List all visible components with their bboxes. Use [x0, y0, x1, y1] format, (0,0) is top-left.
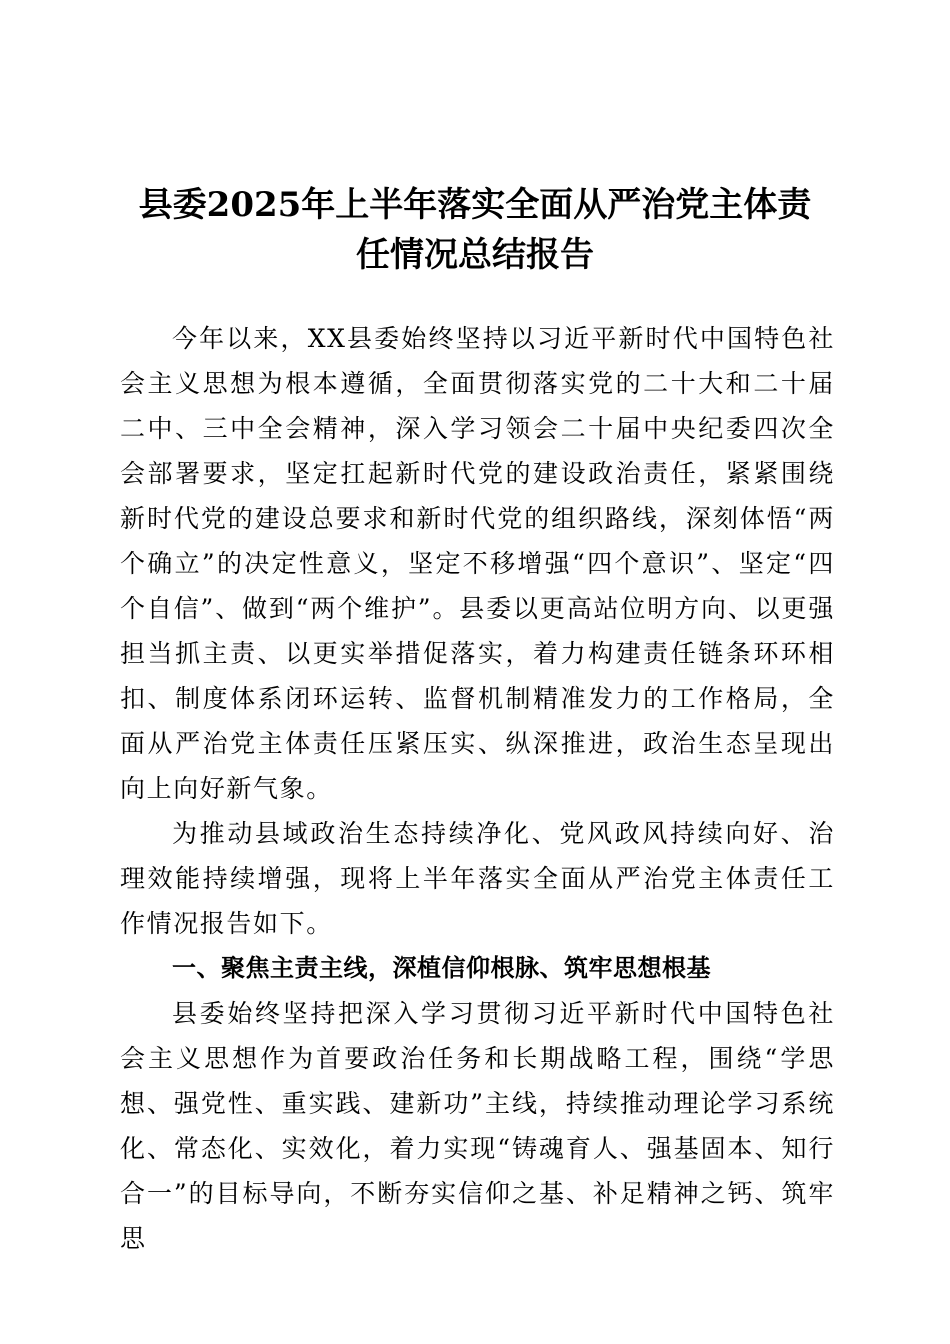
document-body [120, 316, 835, 1261]
title-line-1: 县委2025年上半年落实全面从严治党主体责 [138, 185, 812, 225]
section-1-heading: 一、聚焦主责主线，深植信仰根脉、筑牢思想根基 [172, 954, 711, 982]
section-1-paragraph: 县委始终坚持把深入学习贯彻习近平新时代中国特色社会主义思想作为首要政治任务和长期战略工程，围绕“学思想、强党性、重实践、建新功”主线，持续推动理论学习系统化、常态化、实效化，着力实现“铸魂育人、强基固本、知行合一”的目标导向，不断夯实信仰之基、补足精神之钙、筑牢思 [120, 999, 835, 1253]
intro-paragraph: 今年以来，XX县委始终坚持以习近平新时代中国特色社会主义思想为根本遵循，全面贯彻落实党的二十大和二十届二中、三中全会精神，深入学习领会二十届中央纪委四次全会部署要求，坚定扛起新时代党的建设政治责任，紧紧围绕新时代党的建设总要求和新时代党的组织路线，深刻体悟“两个确立”的决定性意义，坚定不移增强“四个意识”、坚定“四个自信”、做到“两个维护”。县委以更高站位明方向、以更强担当抓主责、以更实举措促落实，着力构建责任链条环环相扣、制度体系闭环运转、监督机制精准发力的工作格局，全面从严治党主体责任压紧压实、纵深推进，政治生态呈现出向上向好新气象。 [120, 324, 835, 803]
title-line-2: 任情况总结报告 [356, 235, 594, 275]
purpose-paragraph: 为推动县域政治生态持续净化、党风政风持续向好、治理效能持续增强，现将上半年落实全面从严治党主体责任工作情况报告如下。 [120, 819, 835, 938]
document-title [100, 180, 850, 280]
